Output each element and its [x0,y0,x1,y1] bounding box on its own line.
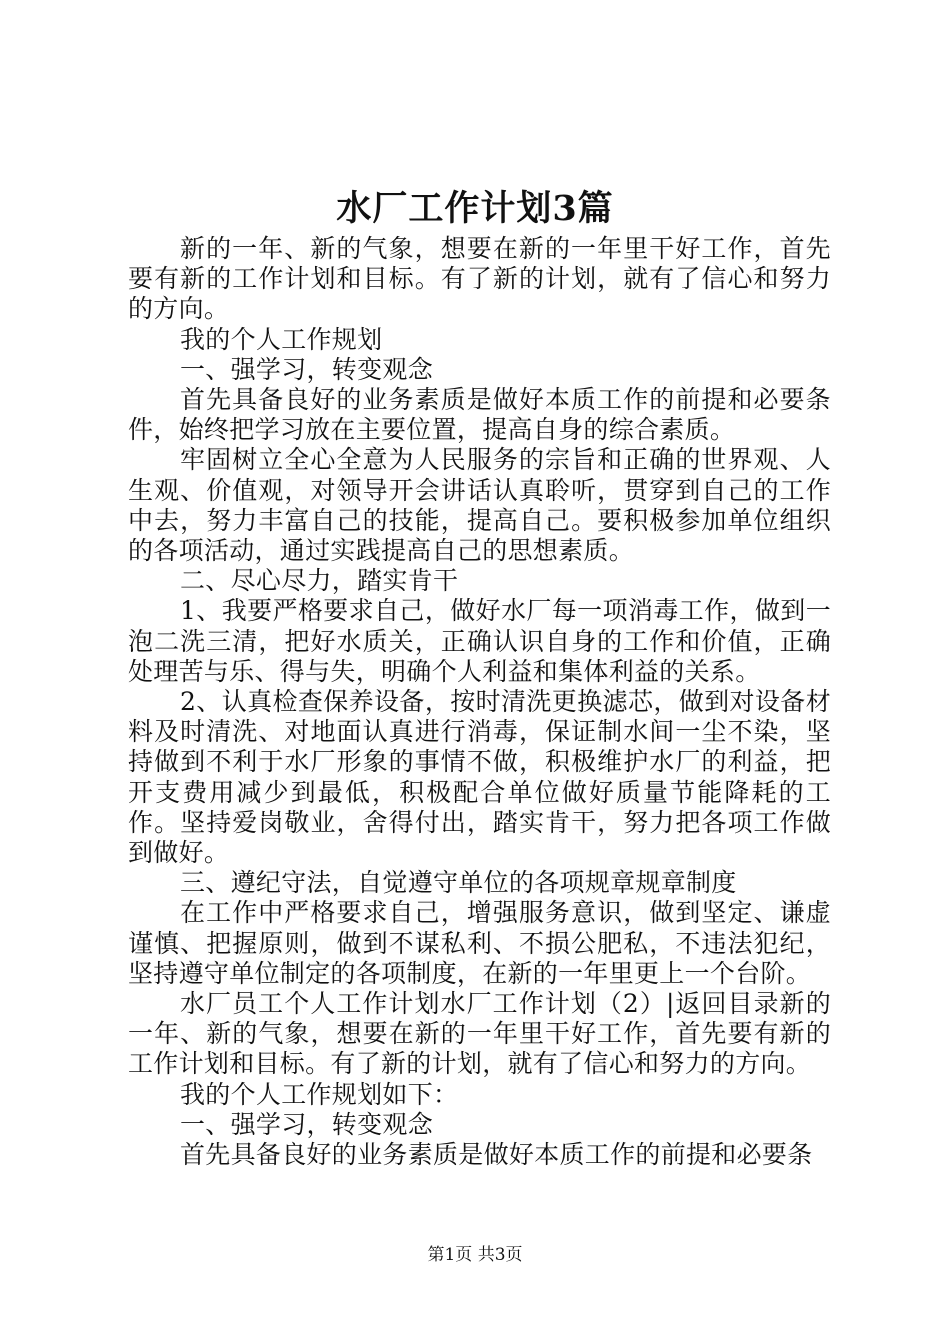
section-heading: 一、强学习，转变观念 [180,354,434,384]
section-heading: 三、遵纪守法，自觉遵守单位的各项规章规章制度 [180,868,737,898]
paragraph: 新的一年、新的气象，想要在新的一年里干好工作，首先要有新的工作计划和目标。有了新的计划，就有了信心和努力的方向。 [128,234,831,324]
paragraph: 在工作中严格要求自己，增强服务意识，做到坚定、谦虚谨慎、把握原则，做到不谋私利、不损公肥私，不违法犯纪，坚持遵守单位制定的各项制度，在新的一年里更上一个台阶。 [128,898,831,988]
page-number-footer: 第1页 共3页 [427,1245,523,1265]
section-heading: 二、尽心尽力，踏实肯干 [180,566,459,596]
paragraph: 水厂员工个人工作计划水厂工作计划（2）|返回目录新的一年、新的气象，想要在新的一年里干好工作，首先要有新的工作计划和目标。有了新的计划，就有了信心和努力的方向。 [128,989,831,1079]
paragraph: 2、认真检查保养设备，按时清洗更换滤芯，做到对设备材料及时清洗、对地面认真进行消毒，保证制水间一尘不染，坚持做到不利于水厂形象的事情不做，积极维护水厂的利益，把开支费用减少到最低，积极配合单位做好质量节能降耗的工作。坚持爱岗敬业，舍得付出，踏实肯干，努力把各项工作做到做好。 [128,687,831,868]
section-heading: 一、强学习，转变观念 [180,1109,434,1139]
section-heading: 我的个人工作规划 [180,324,383,354]
paragraph: 首先具备良好的业务素质是做好本质工作的前提和必要条件，始终把学习放在主要位置，提高自身的综合素质。 [128,385,831,445]
section-heading: 我的个人工作规划如下： [180,1079,459,1109]
paragraph: 1、我要严格要求自己，做好水厂每一项消毒工作，做到一泡二洗三清，把好水质关，正确认识自身的工作和价值，正确处理苦与乐、得与失，明确个人利益和集体利益的关系。 [128,596,831,686]
paragraph: 首先具备良好的业务素质是做好本质工作的前提和必要条 [180,1140,813,1170]
paragraph: 牢固树立全心全意为人民服务的宗旨和正确的世界观、人生观、价值观，对领导开会讲话认真聆听，贯穿到自己的工作中去，努力丰富自己的技能，提高自己。要积极参加单位组织的各项活动，通过实践提高自己的思想素质。 [128,445,831,566]
document-body [128,234,831,1170]
document-title: 水厂工作计划3篇 [336,188,614,229]
